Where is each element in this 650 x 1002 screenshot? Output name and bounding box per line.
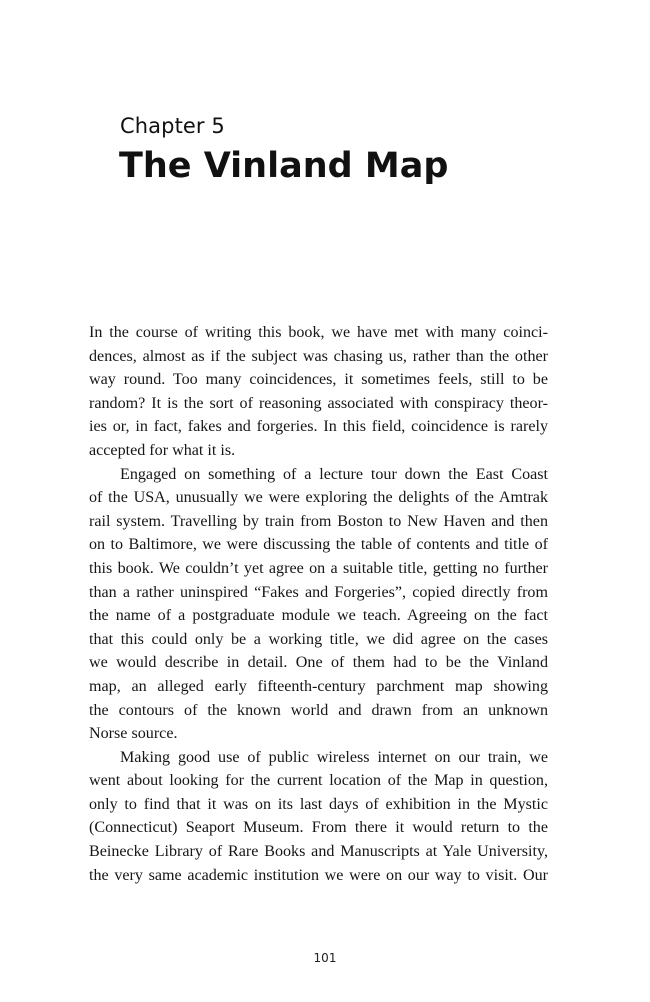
text-line: Beinecke Library of Rare Books and Manuscripts at Yale University, [89,843,548,861]
chapter-title: The Vinland Map [119,146,449,186]
paragraph [89,321,548,463]
paragraph [89,746,548,888]
text-line: In the course of writing this book, we have met with many coinci- [89,324,548,341]
text-line: accepted for what it is. [89,441,236,459]
text-line: than a rather uninspired “Fakes and Forgeries”, copied directly from [89,583,548,601]
text-line: that this could only be a working title, we did agree on the cases [89,630,548,648]
text-line: (Connecticut) Seaport Museum. From there it would return to the [89,819,548,837]
text-line: random? It is the sort of reasoning associated with conspiracy theor- [89,394,548,412]
paragraph [89,463,548,746]
body-text [89,321,548,887]
text-line: Making good use of public wireless internet on our train, we [120,748,548,766]
text-line: way round. Too many coincidences, it sometimes feels, still to be [89,371,548,389]
text-line: on to Baltimore, we were discussing the table of contents and title of [89,536,548,554]
text-line: this book. We couldn’t yet agree on a suitable title, getting no further [89,559,548,577]
chapter-label: Chapter 5 [120,114,225,138]
text-line: went about looking for the current location of the Map in question, [89,772,548,790]
text-line: ies or, in fact, fakes and forgeries. In this field, coincidence is rarely [89,418,548,436]
text-line: Norse source. [89,725,178,743]
text-line: Engaged on something of a lecture tour down the East Coast [120,465,548,483]
text-line: dences, almost as if the subject was chasing us, rather than the other [89,347,548,365]
text-line: only to find that it was on its last days of exhibition in the Mystic [89,795,548,813]
text-line: we would describe in detail. One of them had to be the Vinland [89,654,548,672]
text-line: map, an alleged early fifteenth-century parchment map showing [89,677,548,695]
text-line: the contours of the known world and drawn from an unknown [89,701,548,719]
text-line: the very same academic institution we were on our way to visit. Our [89,866,548,884]
text-line: rail system. Travelling by train from Boston to New Haven and then [89,512,548,530]
text-line: of the USA, unusually we were exploring the delights of the Amtrak [89,489,548,507]
page-number: 101 [313,951,337,965]
text-line: the name of a postgraduate module we teach. Agreeing on the fact [89,607,548,625]
